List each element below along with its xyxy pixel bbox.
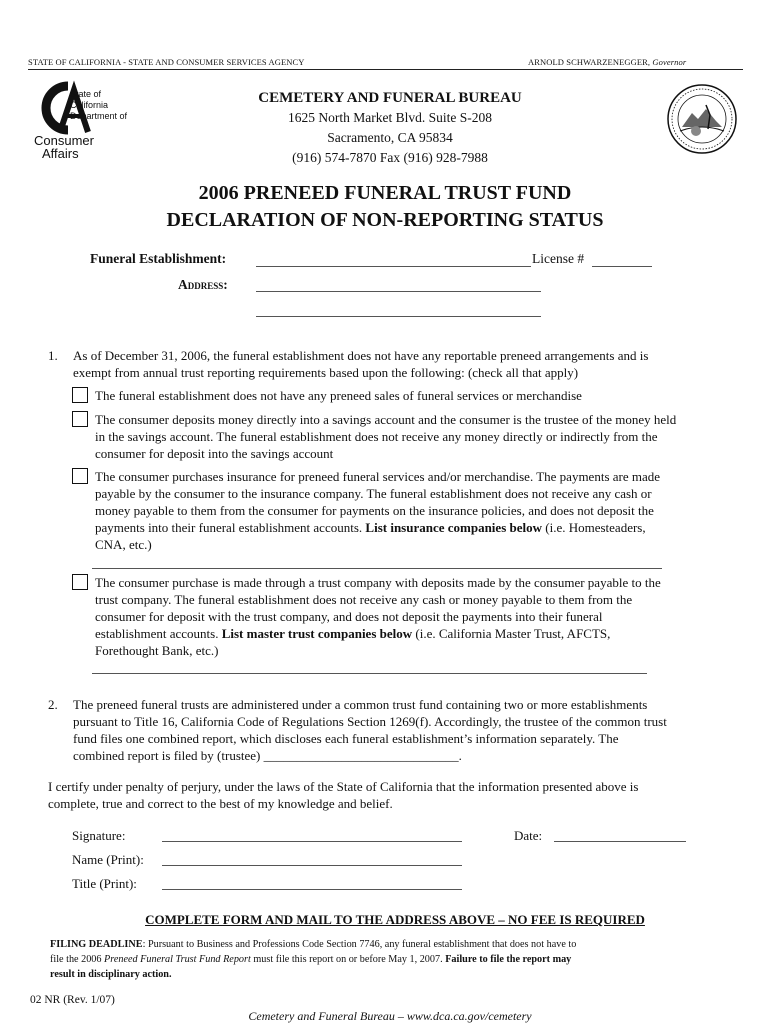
establishment-field[interactable] [256, 266, 531, 267]
logo-line-2: California [70, 100, 109, 110]
deadline-report-name: Preneed Funeral Trust Fund Report [104, 954, 251, 965]
item1-line-2: exempt from annual trust reporting requirements based upon the following: (check all that apply) [73, 365, 579, 380]
item2-line-1: The preneed funeral trusts are administered under a common trust fund containing two or more establishments [73, 697, 648, 712]
bureau-phone: (916) 574-7870 Fax (916) 928-7988 [292, 150, 488, 165]
certify-line-2: complete, true and correct to the best of my knowledge and belief. [48, 796, 393, 811]
checkbox-no-preneed-sales[interactable] [72, 387, 88, 403]
deadline-line-1 [50, 937, 750, 952]
address-label: Address: [178, 277, 228, 292]
form-title-line-1: 2006 PRENEED FUNERAL TRUST FUND [198, 182, 572, 204]
date-label: Date: [514, 828, 543, 843]
item2-text [73, 696, 753, 764]
logo-line-1: State of [70, 89, 102, 99]
option-trust-line-1: The consumer purchase is made through a trust company with deposits made by the consumer payable to the [95, 575, 661, 590]
address-field-1[interactable] [256, 291, 541, 292]
item2-line-4: combined report is filed by (trustee) ______________________________. [73, 748, 462, 763]
governor-title: Governor [652, 57, 687, 67]
establishment-label: Funeral Establishment: [90, 251, 227, 266]
option-trust-company [95, 574, 760, 659]
certify-line-1: I certify under penalty of perjury, under the laws of the State of California that the information presented above is [48, 779, 639, 794]
bureau-city: Sacramento, CA 95834 [327, 130, 453, 145]
bureau-block [180, 88, 600, 168]
deadline-text-2a: file the 2006 [50, 954, 105, 965]
deadline-line-2 [50, 952, 750, 967]
item2-number: 2. [48, 697, 58, 712]
state-seal [666, 83, 738, 155]
item1-intro [73, 347, 753, 381]
logo-affairs: Affairs [42, 146, 79, 161]
item1-number: 1. [48, 348, 58, 363]
title-field[interactable] [162, 889, 462, 890]
deadline-line-3 [50, 967, 750, 982]
option-insurance-line-5: CNA, etc.) [95, 537, 152, 552]
checkbox-trust-company[interactable] [72, 574, 88, 590]
footer-website: Cemetery and Funeral Bureau – www.dca.ca.gov/cemetery [248, 1009, 532, 1023]
signature-field[interactable] [162, 841, 462, 842]
insurance-companies-field[interactable] [92, 568, 662, 569]
name-field[interactable] [162, 865, 462, 866]
logo-line-3: Department of [70, 111, 128, 121]
checkbox-savings-account[interactable] [72, 411, 88, 427]
deadline-text-2c: must file this report on or before May 1, 2007. [250, 954, 446, 965]
logo-consumer: Consumer [34, 133, 94, 148]
logo-text [70, 89, 127, 122]
option-trust-line-3: consumer for deposit with the trust company, and does not deposit the payments into their funeral [95, 609, 603, 624]
dca-logo [30, 80, 150, 170]
checkbox-insurance[interactable] [72, 468, 88, 484]
mail-instruction: COMPLETE FORM AND MAIL TO THE ADDRESS ABOVE – NO FEE IS REQUIRED [145, 912, 645, 927]
option-insurance [95, 468, 760, 553]
state-seal-icon [666, 83, 738, 155]
option-trust-line-5: Forethought Bank, etc.) [95, 643, 219, 658]
option-savings-line-1: The consumer deposits money directly into a savings account and the consumer is the trustee of the money held [95, 412, 677, 427]
option-insurance-line-4c: (i.e. Homesteaders, [542, 520, 646, 535]
governor-name: ARNOLD SCHWARZENEGGER, [528, 57, 651, 67]
certification [48, 778, 748, 812]
license-field[interactable] [592, 266, 652, 267]
header-rule [28, 69, 743, 70]
title-label: Title (Print): [72, 876, 137, 891]
form-title-line-2: DECLARATION OF NON-REPORTING STATUS [166, 209, 604, 231]
option-insurance-line-1: The consumer purchases insurance for preneed funeral services and/or merchandise. The payments are made [95, 469, 661, 484]
option-savings-account [95, 411, 760, 462]
option-insurance-line-2: payable by the consumer to the insurance company. The funeral establishment does not receive any cash or [95, 486, 652, 501]
master-trust-companies-field[interactable] [92, 673, 647, 674]
item2-line-3: fund files one combined report, which discloses each funeral establishment’s information separately. The [73, 731, 619, 746]
option-insurance-line-4 [95, 519, 760, 536]
option-insurance-line-4a: payments into their funeral establishment accounts. [95, 520, 366, 535]
deadline-warning: Failure to file the report may [445, 954, 572, 965]
option-trust-line-4c: (i.e. California Master Trust, AFCTS, [412, 626, 611, 641]
logo-consumer-affairs [34, 134, 94, 160]
option-savings-line-2: in the savings account. The funeral establishment does not receive any money directly or indirectly from the [95, 429, 658, 444]
option-no-preneed-sales: The funeral establishment does not have any preneed sales of funeral services or merchandise [95, 388, 582, 403]
signature-label: Signature: [72, 828, 126, 843]
filing-deadline [50, 937, 750, 982]
form-id: 02 NR (Rev. 1/07) [30, 994, 115, 1006]
option-savings-line-3: consumer for deposit into the savings account [95, 446, 334, 461]
item1-line-1: As of December 31, 2006, the funeral establishment does not have any reportable preneed arrangements and is [73, 348, 649, 363]
deadline-text-1: : Pursuant to Business and Professions Code Section 7746, any funeral establishment that does not have to [142, 939, 577, 950]
option-trust-line-4a: establishment accounts. [95, 626, 222, 641]
deadline-warning-end: result in disciplinary action. [50, 969, 172, 980]
option-trust-line-4 [95, 625, 760, 642]
bureau-name: CEMETERY AND FUNERAL BUREAU [258, 90, 522, 106]
governor-header [528, 57, 686, 67]
list-master-trust-companies: List master trust companies below [221, 626, 413, 641]
form-title [60, 180, 710, 234]
list-insurance-companies: List insurance companies below [365, 520, 542, 535]
address-field-2[interactable] [256, 316, 541, 317]
bureau-street: 1625 North Market Blvd. Suite S-208 [288, 110, 492, 125]
option-insurance-line-3: money payable to them from the consumer for payments on the insurance policies, and does not deposit the [95, 503, 654, 518]
date-field[interactable] [554, 841, 686, 842]
item2-line-2: pursuant to Title 16, California Code of Regulations Section 1269(f). Accordingly, the trustee of the common trust [73, 714, 667, 729]
agency-header: STATE OF CALIFORNIA - STATE AND CONSUMER SERVICES AGENCY [28, 57, 305, 67]
license-label: License # [532, 251, 585, 266]
name-label: Name (Print): [72, 852, 144, 867]
deadline-label: FILING DEADLINE [50, 939, 143, 950]
option-trust-line-2: trust company. The funeral establishment does not receive any cash or money payable to them from the [95, 592, 633, 607]
